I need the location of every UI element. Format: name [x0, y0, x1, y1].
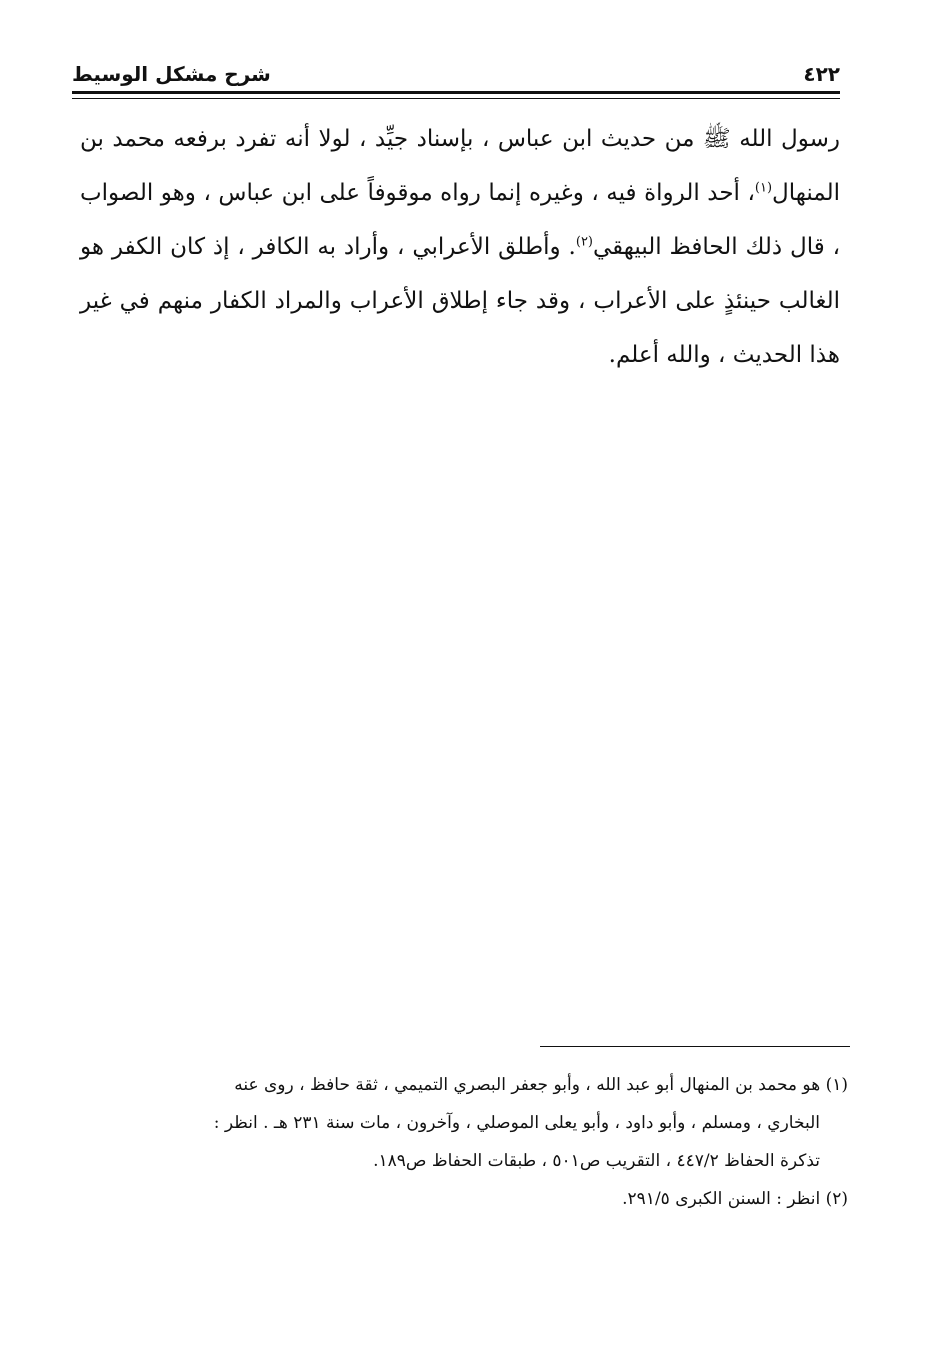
footnote-1-line-1: (١) هو محمد بن المنهال أبو عبد الله ، وأبو جعفر البصري التميمي ، ثقة حافظ ، روى عنه	[234, 1075, 848, 1095]
main-text-part-3: . وأطلق الأعرابي ، وأراد به الكافر ، إذ كان الكفر هو الغالب حينئذٍ على الأعراب ، وقد جاء إطلاق الأعراب والمراد الكفار منهم في غير هذا الحديث ، والله أعلم.	[80, 234, 840, 368]
page-number: ٤٢٢	[803, 62, 840, 86]
header-rule-thick	[72, 91, 840, 94]
footnote-separator	[540, 1046, 850, 1047]
header-rule-thin	[72, 98, 840, 99]
footnote-2: (٢) انظر : السنن الكبرى ٢٩١/٥.	[622, 1189, 848, 1209]
footnote-marker-2: (٢)	[575, 234, 593, 250]
footnote-1-line-3: تذكرة الحفاظ ٤٤٧/٢ ، التقريب ص٥٠١ ، طبقات الحفاظ ص١٨٩.	[373, 1151, 820, 1171]
main-text-part-2: ، أحد الرواة فيه ، وغيره إنما رواه موقوفاً على ابن عباس ، وهو الصواب ، قال ذلك الحافظ البيهقي	[80, 180, 841, 260]
footnote-marker-1: (١)	[754, 180, 773, 196]
main-text	[80, 112, 840, 382]
footnotes	[88, 1066, 848, 1218]
footnote-1-line-2: البخاري ، ومسلم ، وأبو داود ، وأبو يعلى الموصلي ، وآخرون ، مات سنة ٢٣١ هـ . انظر :	[213, 1113, 820, 1133]
main-text-part-1: رسول الله ﷺ من حديث ابن عباس ، بإسناد جيِّد ، لولا أنه تفرد برفعه محمد بن المنهال	[80, 126, 840, 206]
running-title: شرح مشكل الوسيط	[72, 62, 271, 86]
page-header	[72, 56, 840, 94]
